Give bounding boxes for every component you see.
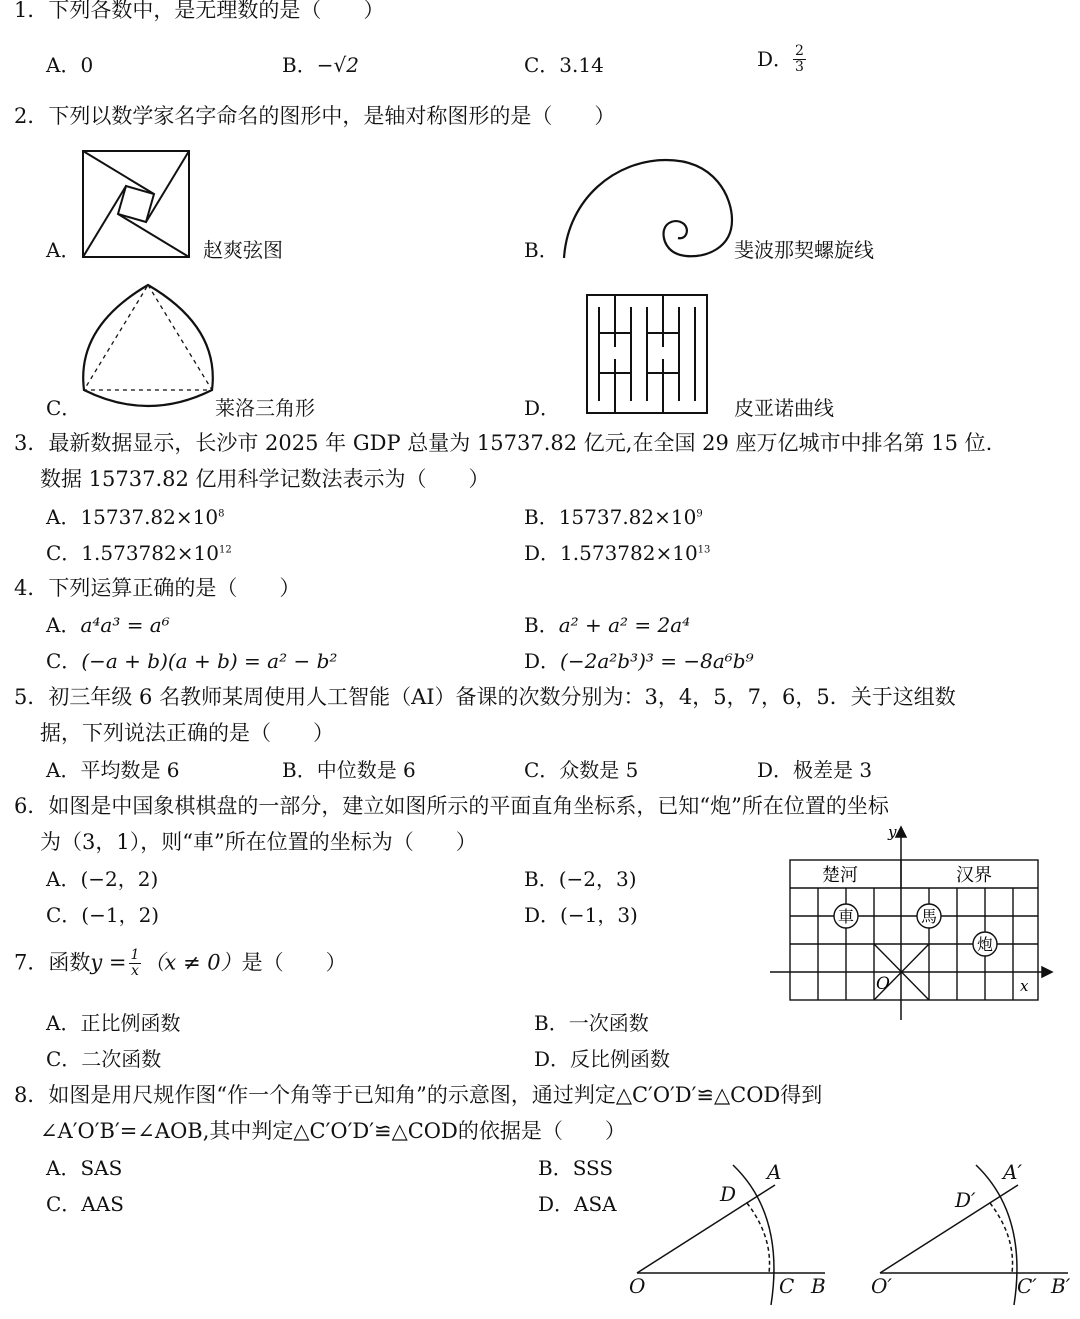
piece-che: 車 [837, 907, 855, 926]
q4-stem: 4．下列运算正确的是（ ） [14, 576, 301, 600]
right-label-a: A′ [1003, 1160, 1022, 1184]
q5-option-d[interactable]: D．极差是 3 [757, 758, 873, 782]
q7-fraction-num: 1 [130, 947, 140, 963]
q4-option-d[interactable] [524, 651, 754, 671]
q5-stem-line2: 据，下列说法正确的是（ ） [40, 721, 334, 745]
q7-stem-condition: （x ≠ 0） [143, 950, 242, 975]
right-label-c: C′ [1017, 1274, 1037, 1298]
right-dashed-cd [990, 1203, 1013, 1273]
q7-option-a[interactable]: A．正比例函数 [46, 1011, 181, 1035]
q7-stem-suffix: 是（ ） [241, 950, 347, 975]
river-right-label: 汉界 [956, 865, 992, 886]
q8-option-d[interactable]: D．ASA [538, 1192, 617, 1216]
left-label-a: A [767, 1160, 782, 1184]
q6-stem-line2: 为（3，1），则“車”所在位置的坐标为（ ） [40, 830, 477, 854]
q4-option-c-math: (−a + b)(a + b) = a² − b² [81, 649, 338, 673]
q2-option-a-name: 赵爽弦图 [203, 238, 283, 262]
y-axis-arrow-icon [896, 827, 906, 837]
q8-option-b[interactable]: B．SSS [538, 1156, 614, 1180]
right-label-b: B′ [1051, 1274, 1071, 1298]
origin-label: O [876, 974, 890, 994]
q3-option-d-exp: 13 [697, 544, 711, 556]
y-axis-label: y [888, 823, 897, 841]
reuleaux-triangle-icon [80, 282, 216, 414]
q7-option-d[interactable]: D．反比例函数 [534, 1047, 671, 1071]
q4-option-b-math: a² + a² = 2a⁴ [558, 613, 691, 637]
peano-curve-icon [585, 293, 709, 415]
q3-stem-line1: 3．最新数据显示，长沙市 2025 年 GDP 总量为 15737.82 亿元,在全国 29 座万亿城市中排名第 15 位. [14, 431, 993, 455]
right-ray-oa [880, 1185, 1018, 1273]
q3-option-b[interactable] [524, 507, 703, 527]
q7-stem [14, 948, 347, 978]
q4-option-b-label: B． [524, 613, 559, 637]
q2-stem: 2．下列以数学家名字命名的图形中，是轴对称图形的是（ ） [14, 104, 616, 128]
q8-option-c[interactable]: C．AAS [46, 1192, 124, 1216]
river-left-label: 楚河 [822, 865, 858, 886]
right-arc [976, 1165, 1017, 1305]
q1-option-d-label: D． [757, 47, 794, 72]
q2-option-b-label[interactable]: B． [524, 238, 559, 262]
q1-option-a[interactable]: A．0 [46, 53, 94, 77]
q7-stem-prefix: 7．函数 [14, 950, 91, 975]
q3-option-d-text: D．1.573782×10 [524, 541, 698, 565]
piece-pao: 炮 [976, 935, 994, 954]
q1-fraction-num: 2 [795, 43, 804, 59]
q5-option-c[interactable]: C．众数是 5 [524, 758, 639, 782]
fibonacci-spiral-icon [556, 158, 736, 263]
piece-ma: 馬 [920, 907, 938, 926]
q6-option-c[interactable]: C．(−1，2) [46, 903, 160, 927]
q4-option-c[interactable] [46, 651, 337, 671]
q3-option-c[interactable] [46, 543, 232, 563]
q3-option-d[interactable] [524, 543, 710, 563]
angle-construction-figure [625, 1155, 1080, 1315]
left-ray-oa [637, 1185, 775, 1273]
q1-option-b-math: −√2 [316, 53, 359, 77]
q4-option-a-math: a⁴a³ = a⁶ [80, 613, 170, 637]
left-dashed-cd [747, 1203, 770, 1273]
q7-fraction-den: x [131, 962, 139, 979]
q1-option-c[interactable]: C．3.14 [524, 53, 604, 77]
q3-option-c-exp: 12 [218, 544, 232, 556]
left-arc [733, 1165, 774, 1305]
q7-stem-math: y = [90, 950, 127, 975]
q5-option-a[interactable]: A．平均数是 6 [46, 758, 180, 782]
q2-option-c-label[interactable]: C． [46, 396, 82, 420]
q3-option-c-text: C．1.573782×10 [46, 541, 219, 565]
q2-option-d-label[interactable]: D． [524, 396, 561, 420]
x-axis-label: x [1020, 977, 1029, 995]
q1-fraction-den: 3 [795, 58, 804, 75]
q2-option-d-name: 皮亚诺曲线 [734, 396, 834, 420]
q8-stem-line1: 8．如图是用尺规作图“作一个角等于已知角”的示意图，通过判定△C′O′D′≌△COD得到 [14, 1083, 823, 1107]
q4-option-a-label: A． [46, 613, 81, 637]
q3-option-a[interactable] [46, 507, 224, 527]
left-label-o: O [629, 1274, 646, 1298]
q3-option-a-text: A．15737.82×10 [46, 505, 219, 529]
q4-option-a[interactable] [46, 615, 170, 635]
q3-stem-line2: 数据 15737.82 亿用科学记数法表示为（ ） [40, 467, 490, 491]
q4-option-c-label: C． [46, 649, 82, 673]
q6-option-a[interactable]: A．(−2，2) [46, 867, 159, 891]
q6-option-b[interactable]: B．(−2，3) [524, 867, 637, 891]
q5-option-b[interactable]: B．中位数是 6 [282, 758, 416, 782]
right-label-o: O′ [871, 1274, 892, 1298]
left-label-b: B [811, 1274, 826, 1298]
zhao-shuang-diagram-icon [82, 150, 190, 258]
right-label-d: D′ [955, 1188, 976, 1212]
q7-fraction [129, 948, 142, 978]
q3-option-a-exp: 8 [218, 508, 225, 520]
q2-option-b-name: 斐波那契螺旋线 [734, 238, 874, 262]
q7-option-b[interactable]: B．一次函数 [534, 1011, 649, 1035]
q2-option-a-label[interactable]: A． [46, 238, 81, 262]
q1-stem: 1．下列各数中，是无理数的是（ ） [14, 0, 385, 22]
q8-option-a[interactable]: A．SAS [46, 1156, 123, 1180]
q4-option-d-math: (−2a²b³)³ = −8a⁶b⁹ [560, 649, 754, 673]
chess-board-figure [770, 825, 1050, 1025]
q2-option-c-name: 莱洛三角形 [215, 396, 315, 420]
q4-option-d-label: D． [524, 649, 561, 673]
x-axis-arrow-icon [1042, 967, 1052, 977]
q3-option-b-exp: 9 [696, 508, 703, 520]
q4-option-b[interactable] [524, 615, 690, 635]
q3-option-b-text: B．15737.82×10 [524, 505, 697, 529]
q1-option-b[interactable] [282, 55, 359, 75]
left-label-c: C [779, 1274, 795, 1298]
q7-option-c[interactable]: C．二次函数 [46, 1047, 162, 1071]
q1-option-d[interactable] [757, 44, 806, 74]
q6-stem-line1: 6．如图是中国象棋棋盘的一部分，建立如图所示的平面直角坐标系，已知“炮”所在位置的坐标 [14, 794, 889, 818]
q5-stem-line1: 5．初三年级 6 名教师某周使用人工智能（AI）备课的次数分别为：3，4，5，7，6，5．关于这组数 [14, 685, 956, 709]
q6-option-d[interactable]: D．(−1，3) [524, 903, 638, 927]
q1-fraction [793, 44, 806, 74]
left-label-d: D [720, 1182, 737, 1206]
q8-stem-line2: ∠A′O′B′=∠AOB,其中判定△C′O′D′≌△COD的依据是（ ） [40, 1119, 626, 1143]
q1-option-b-label: B． [282, 53, 317, 77]
